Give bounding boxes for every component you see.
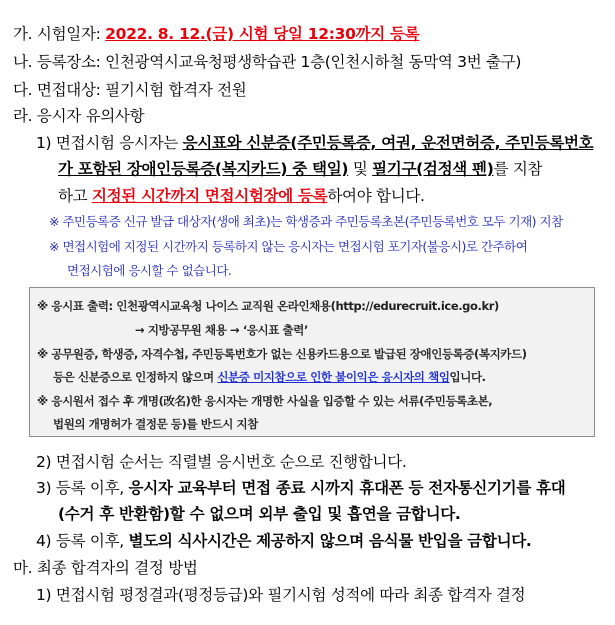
box-id-resp-end: 입니다. <box>449 370 486 384</box>
item1-mid: 및 <box>348 160 373 178</box>
item1-required-id-2: 가 포함된 장애인등록증(복지카드) 중 택일) <box>58 160 349 178</box>
item1-pre3: 하고 <box>58 187 92 205</box>
box-id-responsibility <box>53 369 486 385</box>
box-id-resp-highlight: 신분증 미지참으로 인한 불이익은 응시자의 책임 <box>217 370 450 384</box>
item2-line: 2) 면접시험 순서는 직렬별 응시번호 순으로 진행합니다. <box>36 453 407 471</box>
exam-date-label: 가. 시험일자: <box>13 25 106 43</box>
item1-suffix: 를 지참 <box>493 160 543 178</box>
item1-pen: 필기구(검정색 펜) <box>372 160 494 178</box>
item4-line <box>36 529 532 551</box>
box-ticket-path: → 지방공무원 채용 → ‘응시표 출력’ <box>135 323 308 337</box>
item4-bold: 별도의 식사시간은 제공하지 않으며 음식물 반입을 금합니다. <box>128 532 532 550</box>
item1-line3 <box>58 184 425 206</box>
item4-pre: 4) 등록 이후, <box>36 532 129 550</box>
item1-end: 하여야 합니다. <box>327 187 425 205</box>
item3-line2: (수거 후 반환함)할 수 없으며 외부 출입 및 흡연을 금합니다. <box>58 505 461 523</box>
notice-box <box>29 287 595 437</box>
note-absence-1: ※ 면접시험에 지정된 시간까지 등록하지 않는 응시자는 면접시험 포기자(불응시)로 간주하여 <box>49 239 528 254</box>
note-absence-2: 면접시험에 응시할 수 없습니다. <box>67 263 232 278</box>
box-name-change-1: ※ 응시원서 접수 후 개명(改名)한 응시자는 개명한 사실을 입증할 수 있는 서류(주민등록초본, <box>37 394 493 408</box>
exam-date-highlight: 2022. 8. 12.(금) 시험 당일 12:30까지 등록 <box>105 25 420 43</box>
final-decision-item1: 1) 면접시험 평정결과(평정등급)와 필기시험 성적에 따라 최종 합격자 결정 <box>36 586 526 604</box>
final-decision-heading: 마. 최종 합격자의 결정 방법 <box>13 559 198 577</box>
registration-place-line: 나. 등록장소: 인천광역시교육청평생학습관 1층(인천시하철 동막역 3번 출구) <box>13 53 522 71</box>
box-id-exclusion: ※ 공무원증, 학생증, 자격수첩, 주민등록번호가 없는 신용카드용으로 발급된 장애인등록증(복지카드) <box>37 347 527 361</box>
box-ticket-print: ※ 응시표 출력: 인천광역시교육청 나이스 교직원 온라인채용(http://edurecruit.ice.go.kr) <box>37 299 499 313</box>
item3-bold1: 응시자 교육부터 면접 종료 시까지 휴대폰 등 전자통신기기를 휴대 <box>128 479 566 497</box>
box-id-resp-pre: 등은 신분증으로 인정하지 않으며 <box>53 370 218 384</box>
item1-required-id: 응시표와 신분증(주민등록증, 여권, 운전면허증, 주민등록번호 <box>182 134 594 152</box>
item3-pre: 3) 등록 이후, <box>36 479 129 497</box>
item3-line1 <box>36 476 565 498</box>
interview-target-line: 다. 면접대상: 필기시험 합격자 전원 <box>13 81 247 99</box>
notice-heading: 라. 응시자 유의사항 <box>13 107 145 125</box>
note-first-id: ※ 주민등록증 신규 발급 대상자(생애 최초)는 학생증과 주민등록초본(주민등록번호 모두 기재) 지참 <box>49 214 563 229</box>
item1-prefix: 1) 면접시험 응시자는 <box>36 134 183 152</box>
item1-line1 <box>36 131 593 153</box>
exam-date-line <box>13 22 419 44</box>
item1-line2 <box>58 157 542 179</box>
item1-deadline: 지정된 시간까지 면접시험장에 등록 <box>91 187 328 205</box>
box-name-change-2: 법원의 개명허가 결정문 등)를 반드시 지참 <box>53 417 258 431</box>
